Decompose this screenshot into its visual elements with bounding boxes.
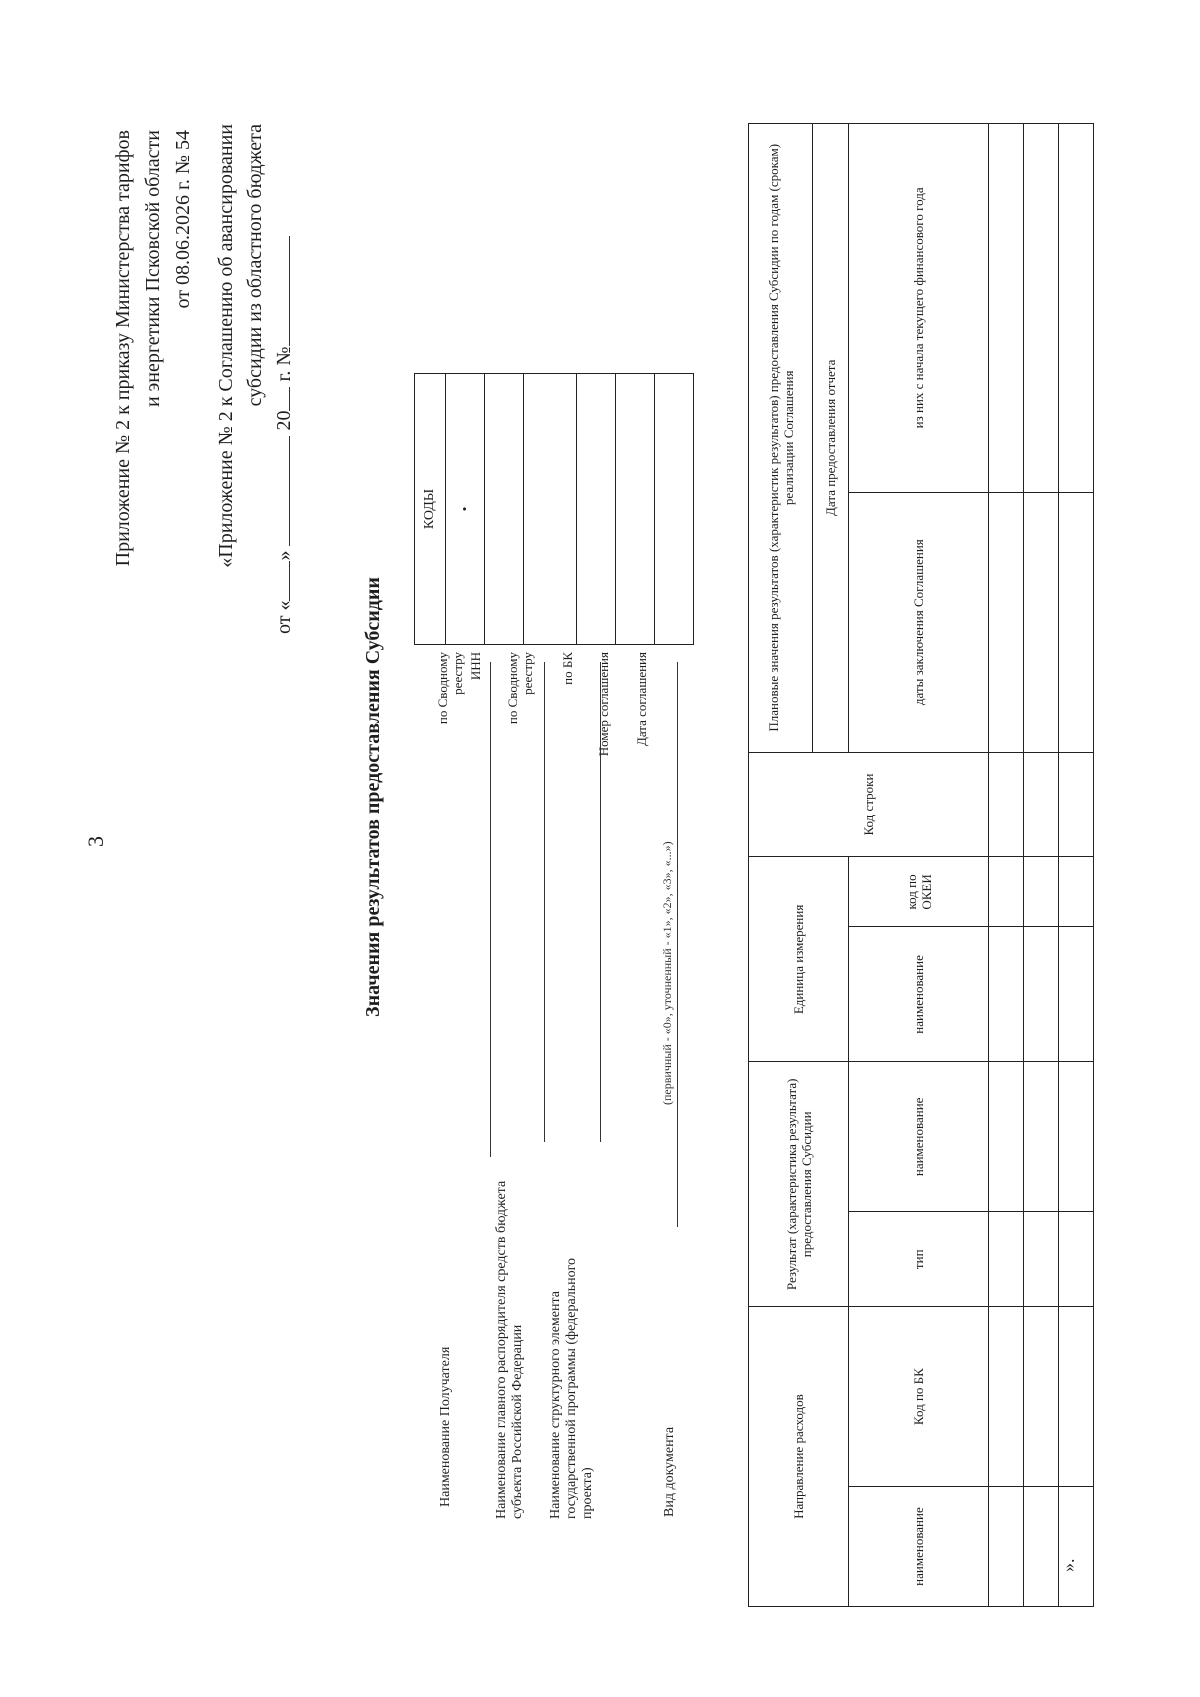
svod-reestr-1-label: по Сводному реестру — [435, 652, 465, 725]
header-unit: Единица измерения — [749, 857, 849, 1062]
day-blank — [271, 561, 290, 601]
table-row — [989, 124, 1024, 1607]
header-from-conclusion: даты заключения Соглашения — [849, 492, 989, 752]
doc-type-label: Вид документа — [662, 1426, 677, 1517]
header-result-name: наименование — [849, 1062, 989, 1212]
table-row — [1024, 124, 1059, 1607]
table-row — [1059, 124, 1094, 1607]
doc-type-hint: (первичный - «0», уточненный - «1», «2», «3», «...») — [660, 841, 674, 1105]
agreement-appendix-heading — [212, 124, 299, 684]
code-cell-svod2 — [524, 374, 577, 645]
month-blank — [271, 436, 290, 546]
code-mark: • — [457, 506, 472, 512]
code-cell-bk — [577, 374, 616, 645]
main-manager-label: Наименование главного распорядителя средств бюджета субъекта Российской Федерации — [494, 1180, 525, 1519]
order-appendix-line3: от 08.06.2026 г. № 54 — [172, 130, 194, 309]
date-mid-label: » — [273, 550, 295, 561]
codes-table — [414, 373, 694, 645]
codes-header: КОДЫ — [415, 374, 446, 645]
code-cell-svod1 — [446, 374, 485, 645]
date-from-label: от « — [273, 600, 295, 634]
recipient-line — [490, 662, 491, 1157]
header-direction-name: наименование — [849, 1487, 989, 1607]
code-cell-inn — [485, 374, 524, 645]
code-cell-agreement-no — [616, 374, 655, 645]
header-result: Результат (характеристика результата) предоставления Субсидии — [749, 1062, 849, 1307]
header-line-code: Код строки — [749, 752, 989, 857]
agreement-date-line — [270, 124, 299, 684]
doc-type-line — [677, 662, 678, 1227]
agreement-number-label: Номер соглашения — [596, 652, 611, 757]
order-appendix-heading — [108, 130, 198, 690]
structural-element-label: Наименование структурного элемента государственной программы (федерального проекта) — [548, 1257, 595, 1519]
date-num-label: г. № — [273, 346, 295, 382]
header-direction-code: Код по БК — [849, 1307, 989, 1487]
header-unit-name: наименование — [849, 927, 989, 1062]
recipient-label: Наименование Получателя — [438, 1346, 453, 1507]
results-table — [748, 123, 1094, 1607]
main-manager-line — [544, 662, 545, 1142]
header-from-year-start: из них с начала текущего финансового года — [849, 124, 989, 493]
page-number: 3 — [83, 836, 108, 847]
header-planned: Плановые значения результатов (характеристик результатов) предоставления Субсидии по годам (срокам) реализации Соглашения — [749, 124, 813, 753]
year-blank — [271, 387, 290, 411]
inn-label: ИНН — [468, 652, 483, 681]
header-report-date: Дата предоставления отчета — [813, 124, 849, 753]
code-cell-agreement-date — [655, 374, 694, 645]
agreement-appendix-line2: субсидии из областного бюджета — [244, 124, 266, 407]
order-appendix-line2: и энергетики Псковской области — [142, 130, 164, 408]
number-blank — [271, 236, 290, 346]
agreement-appendix-line1: «Приложение № 2 к Соглашению об авансировании — [215, 124, 237, 568]
header-result-type: тип — [849, 1212, 989, 1307]
header-unit-okei: код по ОКЕИ — [849, 857, 989, 927]
document-title: Значения результатов предоставления Субсидии — [362, 577, 384, 1017]
order-appendix-line1: Приложение № 2 к приказу Министерства тарифов — [112, 130, 134, 567]
closing-quote: ». — [1058, 1558, 1078, 1572]
svod-reestr-2-label: по Сводному реестру — [505, 652, 535, 725]
header-direction: Направление расходов — [749, 1307, 849, 1607]
agreement-date-label: Дата соглашения — [634, 652, 649, 747]
bk-code-label: по БК — [560, 652, 575, 685]
date-year-label: 20 — [273, 410, 295, 431]
